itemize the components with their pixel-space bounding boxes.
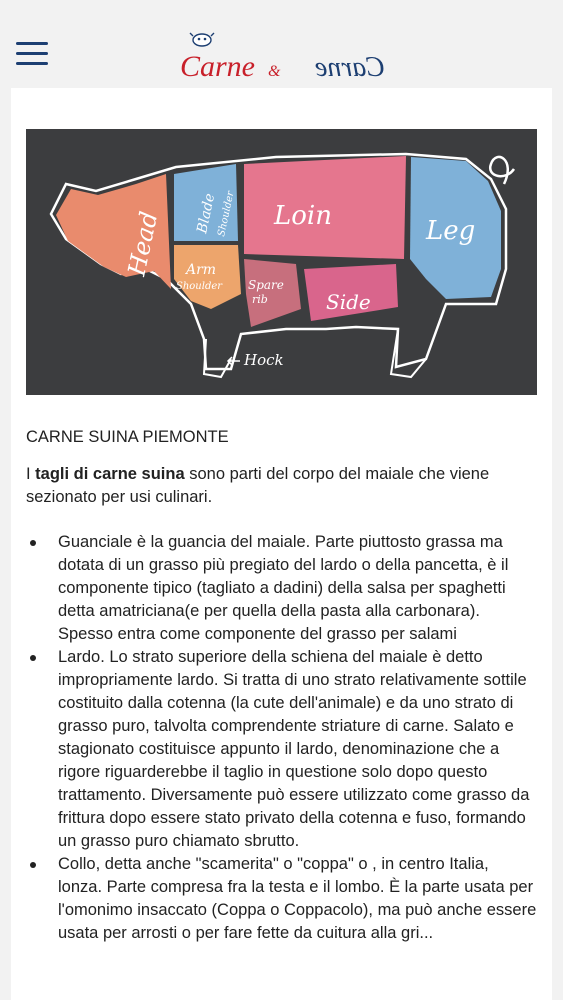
list-item: Lardo. Lo strato superiore della schiena del maiale è detto impropriamente lardo. Si tratta di uno strato relativamente sottile costituito dalla cotenna (la cute dell'animale) e da uno strato di grasso puro, talvolta comprendente striature di carne. Salato e stagionato costituisce appunto il lardo, denominazione che a rigore riguarderebbe il taglio in questione solo dopo questo trattamento. Diversamente può essere utilizzato come grasso da frittura dopo essere stato privato della cotenna e fuso, formando un grasso puro chiamato sbrutto. xyxy=(58,646,537,853)
label-loin: Loin xyxy=(274,201,332,231)
hamburger-menu-button[interactable] xyxy=(16,42,48,68)
hamburger-icon-line xyxy=(16,52,48,55)
intro-prefix: I xyxy=(26,465,36,483)
list-item: Guanciale è la guancia del maiale. Parte piuttosto grassa ma dotata di un grasso più pregiato del lardo o della pancetta, è il componente tipico (tagliato a dadini) della salsa per spaghetti detta amatriciana(e per quella della pasta alla carbonara). Spesso entra come componente del grasso per salami xyxy=(58,531,537,646)
label-arm-2: Shoulder xyxy=(176,281,223,292)
label-arm: Arm xyxy=(186,262,217,278)
pork-cuts-diagram xyxy=(26,129,537,395)
hamburger-icon xyxy=(16,42,48,45)
brand-logo[interactable] xyxy=(150,30,410,86)
intro-rest: sono parti del corpo del maiale che viene sezionato per usi culinari. xyxy=(26,465,490,506)
label-blade-2: Shoulder xyxy=(216,190,237,238)
list-item: Collo, detta anche "scamerita" o "coppa" o , in centro Italia, lonza. Parte compresa fra la testa e il lombo. È la parte usata per l'omonimo insaccato (Coppa o Coppacolo), ma può anche essere usata per arrosti o per fare fette da cuitura alla gri... xyxy=(58,853,537,945)
label-hock: Hock xyxy=(244,351,284,369)
label-leg: Leg xyxy=(426,216,476,246)
label-spare: Spare xyxy=(248,278,284,292)
article-body xyxy=(26,426,537,945)
content-card xyxy=(11,88,552,1000)
label-side: Side xyxy=(326,290,371,314)
section-title: CARNE SUINA PIEMONTE xyxy=(26,428,229,446)
intro-paragraph xyxy=(26,463,537,509)
label-head: Head xyxy=(122,209,164,279)
logo-text-right-mirrored: Carne xyxy=(315,52,385,83)
cuts-list xyxy=(26,531,537,945)
intro-bold: tagli di carne suina xyxy=(35,465,185,483)
app-header xyxy=(0,0,563,88)
hamburger-icon-line xyxy=(16,62,48,65)
label-spare-2: rib xyxy=(252,293,268,306)
label-blade: Blade xyxy=(194,192,219,235)
cow-mascot-icon xyxy=(190,33,214,46)
logo-text-left: Carne xyxy=(180,50,255,83)
logo-ampersand: & xyxy=(268,63,281,80)
